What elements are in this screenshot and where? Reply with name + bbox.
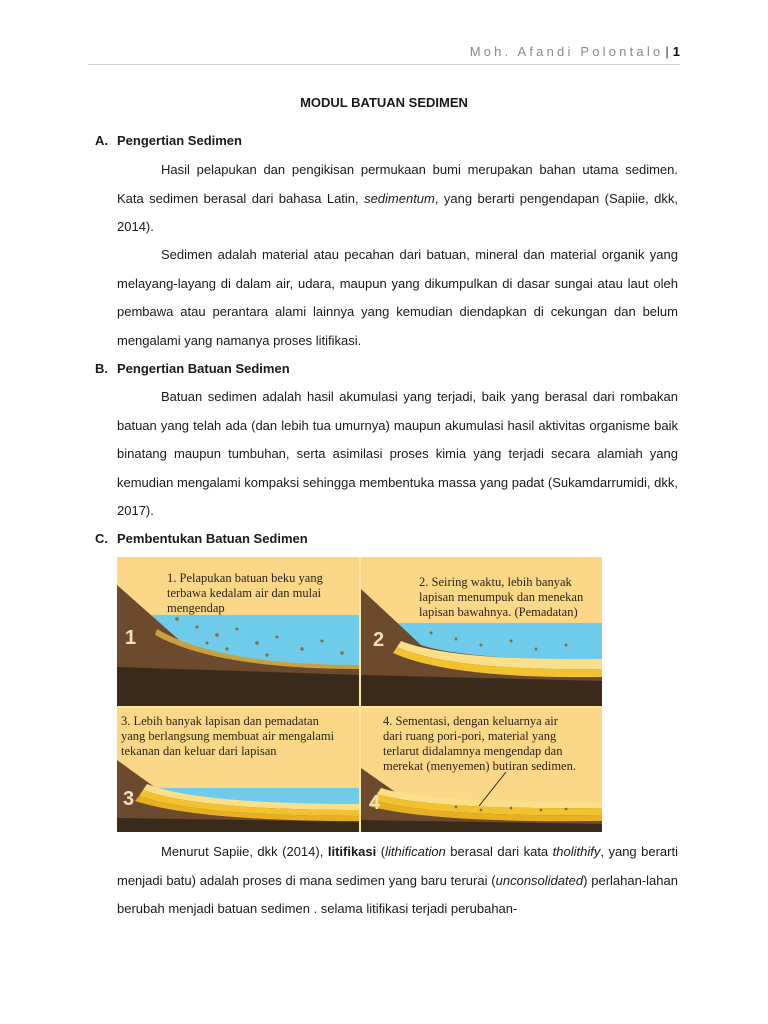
paragraph-text: , yang berarti menjadi batu) adalah proses di mana sedimen yang baru terurai ( (117, 844, 678, 888)
paragraph-a1 (117, 156, 678, 242)
caption-line: 3. Lebih banyak lapisan dan pemadatan (121, 714, 319, 728)
italic-term: lithification (385, 844, 446, 859)
section-heading-a (95, 133, 242, 148)
paragraph-text: Menurut Sapiie, dkk (2014), (161, 844, 328, 859)
panel-2-caption (419, 575, 583, 620)
caption-line: tekanan dan keluar dari lapisan (121, 744, 277, 758)
panel-4-number: 4 (369, 792, 381, 814)
paragraph-c1 (117, 838, 678, 924)
caption-line: lapisan menumpuk dan menekan (419, 590, 584, 604)
section-letter: B. (95, 361, 108, 376)
panel-4-caption (383, 714, 576, 774)
italic-term: unconsolidated (495, 872, 584, 888)
section-title: Pengertian Sedimen (117, 133, 242, 148)
lithification-figure (117, 557, 602, 832)
panel-2-number: 2 (373, 629, 385, 651)
caption-line: 4. Sementasi, dengan keluarnya air (383, 714, 558, 728)
figure-panel-1 (117, 557, 359, 706)
header-author: Moh. Afandi Polontalo (469, 44, 664, 59)
header-separator: | (665, 44, 669, 59)
section-letter: A. (95, 133, 108, 148)
caption-line: merekat (menyemen) butiran sedimen. (383, 759, 576, 773)
caption-line: terlarut didalamnya mengendap dan (383, 744, 563, 758)
section-heading-c (95, 531, 308, 546)
bold-term: litifikasi (327, 844, 377, 859)
section-heading-b (95, 361, 290, 376)
italic-term: sedimentum (364, 190, 435, 206)
paragraph-a2 (117, 241, 678, 355)
panel-1-number: 1 (125, 627, 137, 649)
paragraph-b1 (117, 383, 678, 526)
paragraph-text: ( (376, 844, 386, 859)
figure-panel-2 (361, 557, 602, 706)
page-header (88, 44, 680, 59)
figure-panel-4 (361, 708, 602, 832)
paragraph-text: , yang berarti pengendapan (Sapiie, dkk, 2014). (117, 190, 678, 235)
section-title: Pengertian Batuan Sedimen (117, 361, 290, 376)
caption-line: mengendap (167, 601, 225, 615)
panel-1-caption (167, 571, 323, 616)
figure-panel-3 (117, 708, 359, 832)
caption-line: dari ruang pori-pori, material yang (383, 729, 557, 743)
caption-line: yang berlangsung membuat air mengalami (121, 729, 335, 743)
paragraph-text: Sedimen adalah material atau pecahan dari batuan, mineral dan material organik yang melayang-layang di dalam air, udara, maupun yang dikumpulkan di dasar sungai atau laut oleh pembawa atau perantara alami lainnya yang kemudian diendapkan di cekungan dan belum mengalami yang namanya proses litifikasi. (117, 247, 678, 348)
document-title: MODUL BATUAN SEDIMEN (300, 95, 468, 110)
caption-line: lapisan bawahnya. (Pemadatan) (419, 605, 578, 619)
caption-line: terbawa kedalam air dan mulai (167, 586, 322, 600)
caption-line: 2. Seiring waktu, lebih banyak (419, 575, 572, 589)
paragraph-text: berasal dari kata (445, 844, 553, 859)
caption-line: 1. Pelapukan batuan beku yang (167, 571, 323, 585)
section-title: Pembentukan Batuan Sedimen (117, 531, 308, 546)
panel-3-caption (121, 714, 334, 759)
panel-3-number: 3 (123, 788, 135, 810)
paragraph-text: ) perlahan-lahan berubah menjadi batuan sedimen . selama litifikasi terjadi perubahan- (117, 872, 678, 917)
section-letter: C. (95, 531, 108, 546)
header-rule (88, 64, 680, 65)
paragraph-text: Batuan sedimen adalah hasil akumulasi yang terjadi, baik yang berasal dari rombakan batuan yang telah ada (dan lebih tua umurnya) maupun akumulasi hasil aktivitas organisme baik binatang maupun tumbuhan, serta asimilasi proses kimia yang terjadi secara alamiah yang kemudian mengalami kompaksi sehingga membentuka massa yang padat (Sukamdarrumidi, dkk, 2017). (117, 389, 678, 519)
paragraph-text: Hasil pelapukan dan pengikisan permukaan bumi merupakan bahan utama sedimen. Kata sedimen berasal dari bahasa Latin, (117, 162, 678, 206)
italic-term: tholithify (552, 844, 601, 859)
page-number: 1 (672, 44, 680, 59)
